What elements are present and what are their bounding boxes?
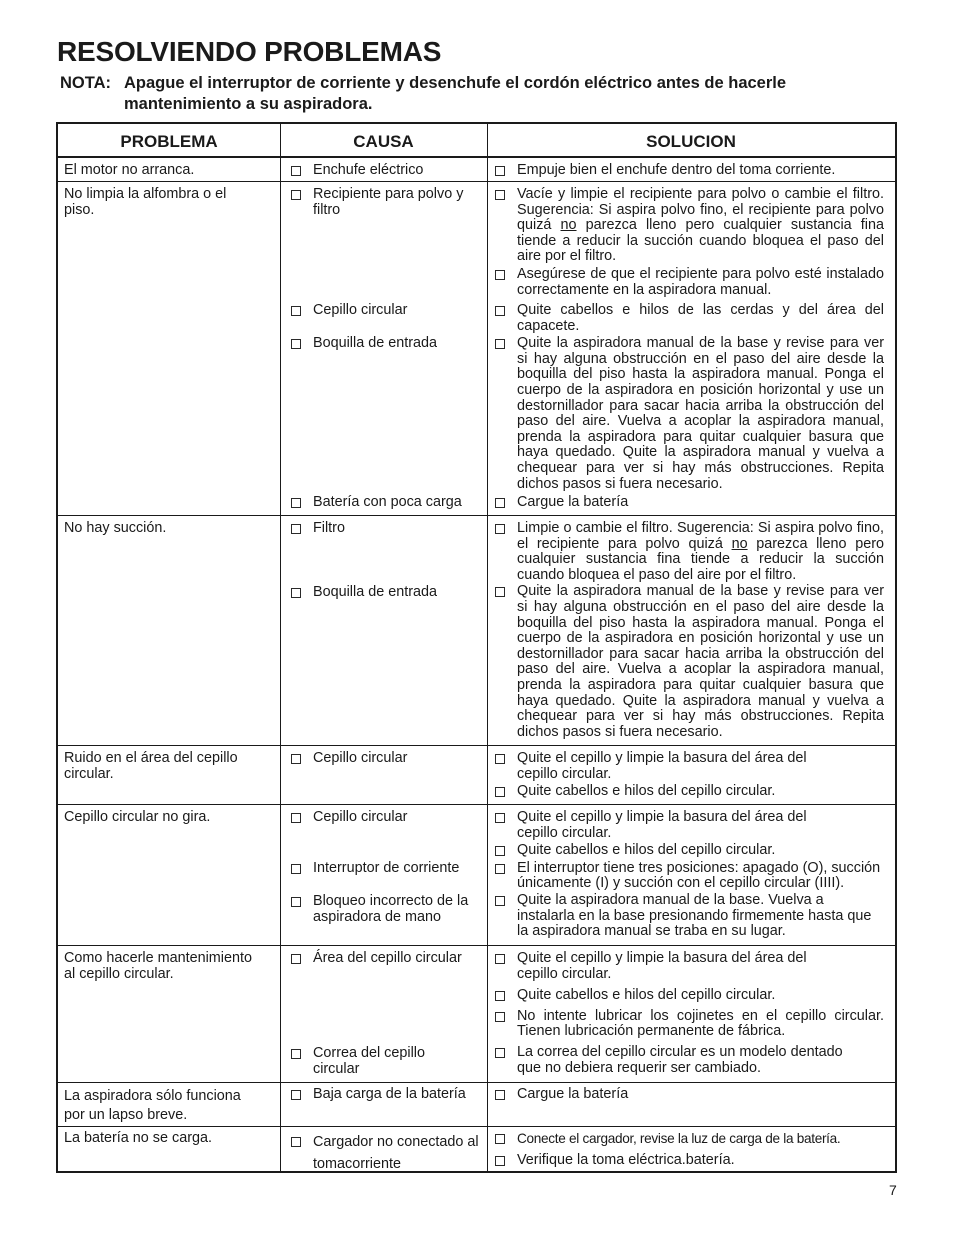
cause-item: Batería con poca carga (291, 495, 481, 511)
checkbox-icon (291, 813, 301, 823)
header-causa: CAUSA (353, 132, 414, 151)
cause-list (291, 336, 481, 352)
row-divider (58, 1126, 895, 1127)
solution-item: Quite cabellos e hilos del cepillo circular. (495, 988, 884, 1004)
cause-item: Correa del cepillo circular (291, 1046, 451, 1077)
problem-text: La aspiradora sólo funciona por un lapso breve. (64, 1088, 241, 1123)
solution-item: Quite la aspiradora manual de la base y revise para ver si hay alguna obstrucción en el paso del aire desde la boquilla del piso hasta la aspiradora manual. Ponga el cuerpo de la aspiradora en posición horizontal y use un destornillador para sacar hacia arriba la obstrucción del paso del aire. Vuelva a acoplar la aspiradora manual, prenda la aspiradora para quitar cualquier basura que haya quedado. Quite la aspiradora manual y vuelva a chequear para ver si hay más obstrucciones. Repita dichos pasos si fuera necesario. (495, 584, 884, 740)
problem-text: El motor no arranca. (64, 162, 195, 178)
checkbox-icon (495, 864, 505, 874)
header-problema: PROBLEMA (120, 132, 218, 151)
note-label: NOTA: (60, 74, 112, 92)
cause-list (291, 187, 471, 218)
solution-item: Quite el cepillo y limpie la basura del área del cepillo circular. (495, 751, 825, 782)
solution-item: Vacíe y limpie el recipiente para polvo o cambie el filtro. Sugerencia: Si aspira polvo fino, el recipiente para polvo quizá no parezca lleno pero cualquier sustancia fina tiende a reducir la succión cuando bloquea el paso del aire por el filtro. (495, 187, 884, 265)
checkbox-icon (291, 498, 301, 508)
checkbox-icon (495, 991, 505, 1001)
solution-list (495, 951, 884, 1076)
checkbox-icon (495, 306, 505, 316)
cause-list (291, 751, 481, 767)
solution-item: Quite la aspiradora manual de la base y revise para ver si hay alguna obstrucción en el paso del aire desde la boquilla del piso hasta la aspiradora manual. Ponga el cuerpo de la aspiradora en posición horizontal y use un destornillador para sacar hacia arriba la obstrucción del paso del aire. Vuelva a acoplar la aspiradora manual, prenda la aspiradora para quitar cualquier basura que haya quedado. Quite la aspiradora manual y vuelva a chequear para ver si hay más obstrucciones. Repita dichos pasos si fuera necesario. (495, 336, 884, 492)
checkbox-icon (291, 306, 301, 316)
checkbox-icon (291, 1137, 301, 1147)
problem-text: Como hacerle mantenimiento al cepillo circular. (64, 950, 252, 982)
checkbox-icon (495, 524, 505, 534)
cause-list (291, 521, 481, 537)
problem-text: Ruido en el área del cepillo circular. (64, 750, 238, 782)
note (60, 73, 898, 115)
solution-item: Verifique la toma eléctrica.batería. (495, 1153, 884, 1169)
solution-item: No intente lubricar los cojinetes en el cepillo circular. Tienen lubricación permanente de fábrica. (495, 1009, 884, 1040)
solution-item: Quite el cepillo y limpie la basura del área del cepillo circular. (495, 810, 827, 841)
solution-item: Quite la aspiradora manual de la base. Vuelva a instalarla en la base presionando firmemente hasta que la aspiradora manual se traba en su lugar. (495, 893, 884, 940)
solution-item: Quite el cepillo y limpie la basura del área del cepillo circular. (495, 951, 827, 982)
solution-item: El interruptor tiene tres posiciones: apagado (O), succión únicamente (I) y succión con el cepillo circular (IIII). (495, 861, 884, 892)
solution-list (495, 1131, 884, 1168)
checkbox-icon (495, 1134, 505, 1144)
solution-list (495, 1087, 884, 1103)
cause-list (291, 1087, 481, 1103)
cause-list (291, 303, 481, 319)
checkbox-icon (291, 166, 301, 176)
solution-list (495, 303, 884, 511)
header-divider (58, 156, 895, 158)
problem-text: Cepillo circular no gira. (64, 809, 211, 825)
cause-list (291, 861, 481, 877)
cause-item: Baja carga de la batería (291, 1087, 481, 1103)
solution-list (495, 187, 884, 298)
cause-item: Filtro (291, 521, 481, 537)
solution-item: Quite cabellos e hilos del cepillo circular. (495, 843, 884, 859)
checkbox-icon (495, 846, 505, 856)
solution-item: Limpie o cambie el filtro. Sugerencia: Si aspira polvo fino, el recipiente para polvo quizá no parezca lleno pero cualquier sustancia fina tiende a reducir la succión cuando bloquea el paso del aire por el filtro. (495, 521, 884, 583)
checkbox-icon (495, 754, 505, 764)
row-divider (58, 515, 895, 516)
solution-item: Conecte el cargador, revise la luz de carga de la batería. (495, 1131, 884, 1147)
solution-item: Empuje bien el enchufe dentro del toma corriente. (495, 163, 884, 179)
solution-item: Cargue la batería (495, 1087, 884, 1103)
row-divider (58, 1082, 895, 1083)
cause-list (291, 951, 481, 967)
checkbox-icon (291, 897, 301, 907)
checkbox-icon (291, 339, 301, 349)
checkbox-icon (495, 587, 505, 597)
checkbox-icon (495, 1156, 505, 1166)
cause-list (291, 1046, 451, 1077)
solution-item: Asegúrese de que el recipiente para polvo esté instalado correctamente en la aspiradora manual. (495, 267, 884, 298)
cause-item: Boquilla de entrada (291, 336, 481, 352)
note-text-line1: Apague el interruptor de corriente y desenchufe el cordón eléctrico antes de hacerle (124, 74, 787, 92)
cause-item: Enchufe eléctrico (291, 163, 481, 179)
checkbox-icon (291, 524, 301, 534)
solution-item: Cargue la batería (495, 495, 884, 511)
solution-item: Quite cabellos e hilos del cepillo circular. (495, 784, 825, 800)
cause-item: Cargador no conectado al tomacorriente (291, 1131, 481, 1175)
solution-list (495, 163, 884, 179)
cause-item: Bloqueo incorrecto de la aspiradora de mano (291, 894, 476, 925)
cause-list (291, 1131, 481, 1175)
column-divider (280, 124, 281, 1171)
checkbox-icon (495, 498, 505, 508)
cause-item: Cepillo circular (291, 751, 481, 767)
checkbox-icon (495, 339, 505, 349)
checkbox-icon (291, 588, 301, 598)
cause-list (291, 495, 481, 511)
checkbox-icon (495, 896, 505, 906)
cause-list (291, 894, 476, 925)
checkbox-icon (291, 754, 301, 764)
solution-item: Quite cabellos e hilos de las cerdas y del área del capacete. (495, 303, 884, 334)
checkbox-icon (291, 954, 301, 964)
problem-text: No limpia la alfombra o el piso. (64, 186, 227, 218)
checkbox-icon (495, 1090, 505, 1100)
cause-item: Área del cepillo circular (291, 951, 481, 967)
row-divider (58, 745, 895, 746)
checkbox-icon (291, 1049, 301, 1059)
checkbox-icon (495, 190, 505, 200)
checkbox-icon (495, 954, 505, 964)
checkbox-icon (495, 270, 505, 280)
solution-item: La correa del cepillo circular es un modelo dentado que no debiera requerir ser cambiado. (495, 1045, 867, 1076)
checkbox-icon (495, 1012, 505, 1022)
solution-list (495, 521, 884, 740)
checkbox-icon (495, 1048, 505, 1058)
checkbox-icon (495, 166, 505, 176)
page-title: RESOLVIENDO PROBLEMAS (57, 36, 442, 67)
checkbox-icon (495, 787, 505, 797)
cause-item: Boquilla de entrada (291, 585, 481, 601)
row-divider (58, 804, 895, 805)
checkbox-icon (291, 1090, 301, 1100)
problem-text: La batería no se carga. (64, 1130, 213, 1146)
cause-item: Cepillo circular (291, 303, 481, 319)
header-solucion: SOLUCION (646, 132, 736, 151)
cause-item: Interruptor de corriente (291, 861, 481, 877)
problem-text: No hay succión. (64, 520, 167, 536)
page-number: 7 (889, 1182, 897, 1198)
note-text-line2: mantenimiento a su aspiradora. (124, 95, 373, 113)
checkbox-icon (495, 813, 505, 823)
cause-list (291, 163, 481, 179)
cause-item: Cepillo circular (291, 810, 481, 826)
cause-item: Recipiente para polvo y filtro (291, 187, 471, 218)
cause-list (291, 585, 481, 601)
row-divider (58, 181, 895, 182)
column-divider (487, 124, 488, 1171)
row-divider (58, 945, 895, 946)
checkbox-icon (291, 864, 301, 874)
checkbox-icon (291, 190, 301, 200)
troubleshooting-table (56, 122, 897, 1173)
solution-list (495, 810, 884, 940)
cause-list (291, 810, 481, 826)
solution-list (495, 751, 825, 800)
